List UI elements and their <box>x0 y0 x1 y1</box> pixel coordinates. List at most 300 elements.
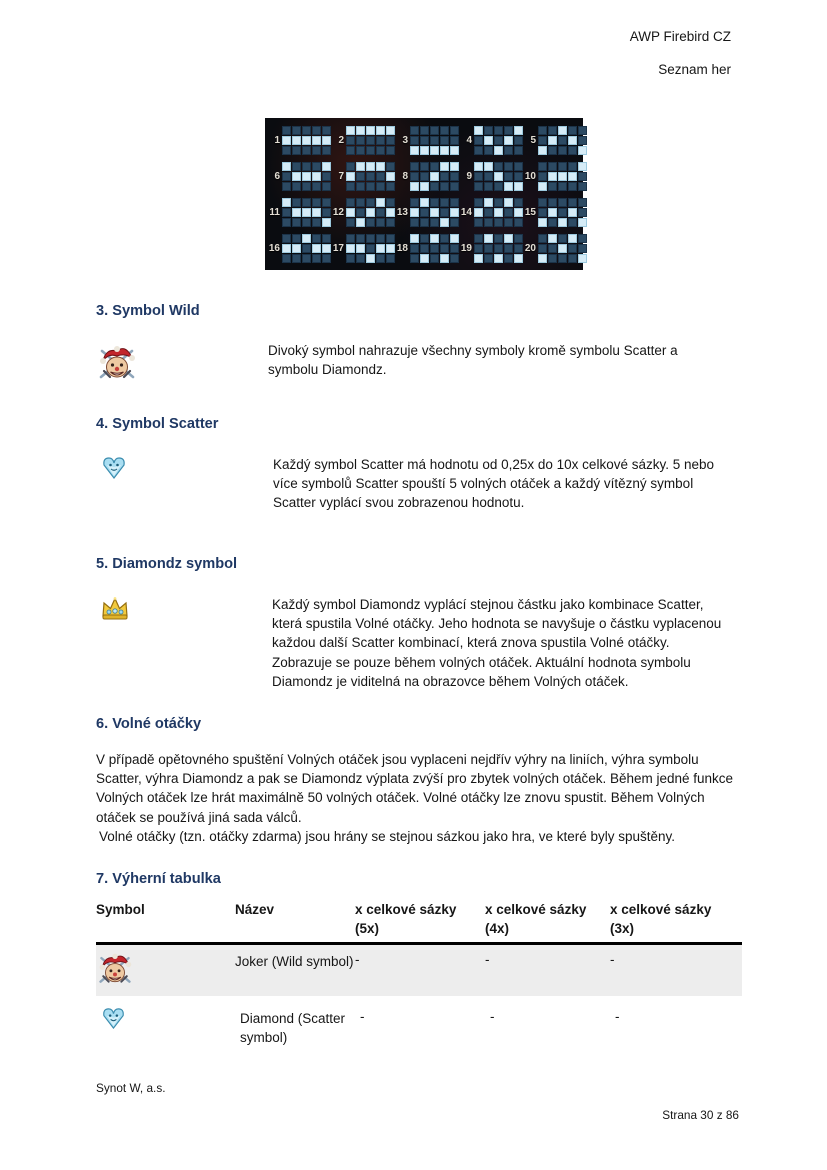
payline-cell-highlight <box>410 234 419 243</box>
payline-cell-highlight <box>504 198 513 207</box>
payline-cell <box>356 208 365 217</box>
payline-cell-highlight <box>312 136 321 145</box>
payline-cell-highlight <box>450 146 459 155</box>
payline-cell <box>430 126 439 135</box>
payline-cell <box>322 172 331 181</box>
payline-cell <box>410 172 419 181</box>
payline-pattern <box>395 162 459 191</box>
payline-cell <box>514 218 523 227</box>
row-name: Diamond (Scatter symbol) <box>240 1011 346 1045</box>
payline-cell <box>504 126 513 135</box>
payline-cell <box>346 162 355 171</box>
payline-cell-highlight <box>450 234 459 243</box>
payline-number: 2 <box>338 134 344 146</box>
payline-cell <box>312 254 321 263</box>
payline-cell-highlight <box>558 126 567 135</box>
payline-cell-highlight <box>292 208 301 217</box>
payline-cell-highlight <box>568 234 577 243</box>
payline-cell-highlight <box>430 146 439 155</box>
col-header-5x: x celkové sázky (5x) <box>355 902 457 936</box>
payline-cell <box>356 234 365 243</box>
payline-cell <box>484 146 493 155</box>
payline-cell-highlight <box>410 182 419 191</box>
scatter-description: Každý symbol Scatter má hodnotu od 0,25x do 10x celkové sázky. 5 nebo více symbolů Scatter spouští 5 volných otáček a každý vítězný symbol Scatter vyplácí svou zobrazenou hodnotu. <box>273 457 715 511</box>
col-header-4x: x celkové sázky (4x) <box>485 902 587 936</box>
payline-cell-highlight <box>440 146 449 155</box>
payline-cell-highlight <box>366 162 375 171</box>
payline-cell <box>302 254 311 263</box>
payline-cell <box>484 126 493 135</box>
payline-grid <box>474 198 523 227</box>
payline-cell <box>346 254 355 263</box>
payline-cell <box>312 234 321 243</box>
payline-cell <box>322 146 331 155</box>
payline-cell <box>410 244 419 253</box>
payline-pattern <box>331 162 395 191</box>
payline-cell <box>538 126 547 135</box>
payline-cell <box>376 182 385 191</box>
payline-cell <box>430 254 439 263</box>
payline-cell-highlight <box>494 146 503 155</box>
payline-cell <box>386 218 395 227</box>
payline-grid <box>538 126 587 155</box>
page-header <box>630 27 731 79</box>
payline-cell <box>356 254 365 263</box>
diamondz-symbol-row <box>96 595 731 691</box>
free-spins-text-2: Volné otáčky (tzn. otáčky zdarma) jsou hrány se stejnou sázkou jako hra, ve které byly spuštěny. <box>99 828 676 844</box>
payline-cell <box>450 244 459 253</box>
payline-number: 6 <box>274 170 280 182</box>
payline-grid <box>410 198 459 227</box>
payline-grid <box>410 126 459 155</box>
payline-cell <box>302 126 311 135</box>
payline-cell <box>322 234 331 243</box>
payline-cell <box>538 172 547 181</box>
payline-cell <box>366 146 375 155</box>
payline-cell <box>440 234 449 243</box>
payline-cell <box>578 172 587 181</box>
payline-cell <box>430 136 439 145</box>
payline-cell <box>410 126 419 135</box>
payline-cell <box>430 182 439 191</box>
section-heading-wild: 3. Symbol Wild <box>96 303 200 319</box>
payline-cell <box>504 254 513 263</box>
payline-cell <box>312 218 321 227</box>
doc-subtitle: Seznam her <box>658 62 731 77</box>
diamond-scatter-icon <box>101 1019 126 1034</box>
payline-cell-highlight <box>548 234 557 243</box>
payline-cell <box>386 254 395 263</box>
payline-cell <box>410 218 419 227</box>
payline-cell <box>420 172 429 181</box>
payline-cell <box>282 172 291 181</box>
payline-cell <box>312 162 321 171</box>
payline-cell-highlight <box>514 208 523 217</box>
payline-cell-highlight <box>504 182 513 191</box>
payline-cell <box>558 208 567 217</box>
payline-cell <box>538 208 547 217</box>
payline-grid <box>538 234 587 263</box>
free-spins-text-1: V případě opětovného spuštění Volných otáček jsou vyplaceni nejdřív výhry na liniích, výhra symbolu Scatter, výhra Diamondz a pak se Diamondz výplata zvýší pro zbytek volných otáček. Během jedné funkce Volných otáček lze hrát maximálně 50 volných otáček. Volné otáčky lze znovu spustit. Během Volných otáček se používá jiná sada válců. <box>96 752 734 825</box>
payline-cell-highlight <box>450 162 459 171</box>
payline-cell <box>568 244 577 253</box>
payline-cell-highlight <box>376 198 385 207</box>
payline-number: 19 <box>460 242 472 254</box>
payline-cell <box>410 254 419 263</box>
payline-cell <box>366 234 375 243</box>
payline-pattern <box>459 198 523 227</box>
payline-cell <box>366 218 375 227</box>
payline-cell <box>420 234 429 243</box>
payline-cell <box>346 234 355 243</box>
payline-cell <box>558 234 567 243</box>
payline-cell <box>578 126 587 135</box>
payline-cell <box>420 218 429 227</box>
payline-cell <box>366 244 375 253</box>
payline-cell-highlight <box>346 244 355 253</box>
payline-cell <box>538 198 547 207</box>
payline-cell-highlight <box>376 126 385 135</box>
payline-pattern <box>459 162 523 191</box>
payline-cell <box>292 234 301 243</box>
payline-cell <box>450 254 459 263</box>
payline-cell <box>514 244 523 253</box>
payline-number: 1 <box>274 134 280 146</box>
payline-cell-highlight <box>386 172 395 181</box>
payline-cell <box>504 162 513 171</box>
payline-cell <box>410 198 419 207</box>
payline-cell <box>494 182 503 191</box>
payline-cell-highlight <box>578 146 587 155</box>
payline-cell <box>484 218 493 227</box>
payline-cell-highlight <box>322 136 331 145</box>
payline-cell <box>548 198 557 207</box>
payline-cell-highlight <box>282 198 291 207</box>
payline-cell-highlight <box>568 136 577 145</box>
payline-cell <box>450 198 459 207</box>
payline-cell <box>548 126 557 135</box>
payline-cell-highlight <box>494 208 503 217</box>
payline-cell <box>494 234 503 243</box>
joker-wild-icon <box>96 977 134 992</box>
payline-cell <box>578 234 587 243</box>
payline-pattern <box>331 234 395 263</box>
payline-cell <box>568 146 577 155</box>
payline-cell-highlight <box>474 162 483 171</box>
payline-cell <box>376 234 385 243</box>
payline-grid <box>346 234 395 263</box>
payline-grid <box>474 126 523 155</box>
payline-cell-highlight <box>504 136 513 145</box>
section-heading-diamondz: 5. Diamondz symbol <box>96 556 238 572</box>
payline-cell <box>558 198 567 207</box>
payline-number: 15 <box>524 206 536 218</box>
payline-cell-highlight <box>346 208 355 217</box>
payline-pattern <box>395 126 459 155</box>
payline-cell <box>386 198 395 207</box>
payline-cell-highlight <box>430 234 439 243</box>
row-value-4x: - <box>485 952 490 967</box>
payline-cell <box>494 162 503 171</box>
payline-cell <box>568 218 577 227</box>
payline-grid <box>346 162 395 191</box>
section-heading-scatter: 4. Symbol Scatter <box>96 416 219 432</box>
payline-cell-highlight <box>420 182 429 191</box>
payline-cell-highlight <box>484 162 493 171</box>
payline-cell <box>346 218 355 227</box>
payline-cell-highlight <box>366 254 375 263</box>
payline-cell-highlight <box>410 208 419 217</box>
payline-cell-highlight <box>514 182 523 191</box>
payline-cell-highlight <box>410 146 419 155</box>
payline-cell <box>312 182 321 191</box>
payline-cell <box>356 182 365 191</box>
payline-cell <box>302 218 311 227</box>
payline-cell <box>420 126 429 135</box>
payline-cell <box>474 198 483 207</box>
table-row-diamond <box>96 1002 742 1051</box>
payline-cell <box>474 172 483 181</box>
payline-cell <box>420 162 429 171</box>
row-value-3x: - <box>615 1009 620 1024</box>
payline-cell <box>548 182 557 191</box>
payline-cell <box>504 172 513 181</box>
payline-cell <box>292 218 301 227</box>
payline-cell-highlight <box>578 162 587 171</box>
payline-cell <box>386 182 395 191</box>
payline-cell <box>440 198 449 207</box>
payline-cell <box>376 136 385 145</box>
payline-cell <box>494 126 503 135</box>
payline-cell <box>366 136 375 145</box>
payline-cell <box>322 254 331 263</box>
payline-cell <box>420 244 429 253</box>
payline-cell <box>450 136 459 145</box>
payline-cell-highlight <box>302 208 311 217</box>
payline-cell-highlight <box>322 162 331 171</box>
payline-cell-highlight <box>302 136 311 145</box>
payline-cell-highlight <box>346 172 355 181</box>
col-header-name: Název <box>235 902 275 917</box>
payline-cell <box>474 182 483 191</box>
payline-cell <box>514 234 523 243</box>
section-heading-payout-table: 7. Výherní tabulka <box>96 871 221 887</box>
payline-cell-highlight <box>386 244 395 253</box>
payline-cell-highlight <box>558 218 567 227</box>
payline-grid <box>410 234 459 263</box>
payline-cell <box>430 162 439 171</box>
payline-cell-highlight <box>386 208 395 217</box>
payline-number: 17 <box>332 242 344 254</box>
doc-title: AWP Firebird CZ <box>629 29 731 44</box>
payline-cell <box>430 218 439 227</box>
payline-cell-highlight <box>548 136 557 145</box>
payline-cell-highlight <box>356 218 365 227</box>
payline-cell-highlight <box>302 234 311 243</box>
payline-cell <box>322 182 331 191</box>
payline-cell <box>282 146 291 155</box>
payline-cell <box>440 244 449 253</box>
payline-cell-highlight <box>440 254 449 263</box>
free-spins-paragraph <box>96 750 738 846</box>
payline-number: 18 <box>396 242 408 254</box>
payline-cell-highlight <box>578 254 587 263</box>
payline-number: 9 <box>466 170 472 182</box>
payline-cell-highlight <box>504 234 513 243</box>
payline-cell <box>386 146 395 155</box>
payline-cell <box>450 218 459 227</box>
payline-cell-highlight <box>312 244 321 253</box>
payline-cell <box>514 172 523 181</box>
payline-cell <box>346 198 355 207</box>
payline-cell <box>376 172 385 181</box>
payline-pattern <box>395 198 459 227</box>
payline-pattern <box>267 198 331 227</box>
payline-cell <box>346 136 355 145</box>
payline-grid <box>538 198 587 227</box>
payline-cell-highlight <box>440 162 449 171</box>
payline-pattern <box>395 234 459 263</box>
payline-cell <box>484 172 493 181</box>
payline-cell <box>504 218 513 227</box>
payline-grid <box>282 234 331 263</box>
payline-number: 4 <box>466 134 472 146</box>
payline-cell <box>548 162 557 171</box>
payline-cell-highlight <box>548 172 557 181</box>
payline-cell <box>440 126 449 135</box>
payline-cell-highlight <box>484 136 493 145</box>
payline-cell-highlight <box>484 198 493 207</box>
payline-cell <box>356 136 365 145</box>
payline-cell <box>386 136 395 145</box>
payline-cell <box>558 146 567 155</box>
payline-pattern <box>267 126 331 155</box>
diamondz-description: Každý symbol Diamondz vyplácí stejnou částku jako kombinace Scatter, která spustila Volné otáčky. Jeho hodnota se navyšuje o částku vyplacenou každou další Scatter kombinací, která znova spustila Volné otáčky. Zobrazuje se pouze během volných otáček. Aktuální hodnota symbolu Diamondz je viditelná na obrazovce během Volných otáček. <box>272 597 722 689</box>
payline-cell-highlight <box>538 218 547 227</box>
payline-pattern <box>331 126 395 155</box>
payline-cell-highlight <box>366 208 375 217</box>
payline-pattern <box>523 126 587 155</box>
payline-cell-highlight <box>282 136 291 145</box>
diamond-scatter-icon <box>101 468 127 485</box>
payline-cell <box>474 244 483 253</box>
payline-cell <box>558 162 567 171</box>
row-value-5x: - <box>355 952 360 967</box>
payline-cell <box>494 218 503 227</box>
payline-cell <box>578 244 587 253</box>
payline-pattern <box>523 234 587 263</box>
payline-number: 20 <box>524 242 536 254</box>
payline-number: 10 <box>524 170 536 182</box>
payline-cell-highlight <box>494 172 503 181</box>
payline-cell <box>514 162 523 171</box>
payline-cell <box>568 126 577 135</box>
payline-cell <box>504 146 513 155</box>
payline-cell <box>440 208 449 217</box>
payline-cell-highlight <box>346 126 355 135</box>
payline-cell <box>440 182 449 191</box>
col-header-symbol: Symbol <box>96 902 145 917</box>
payline-cell-highlight <box>356 126 365 135</box>
payline-cell <box>538 234 547 243</box>
payline-cell-highlight <box>430 208 439 217</box>
payline-grid <box>346 198 395 227</box>
payline-cell-highlight <box>450 208 459 217</box>
payline-cell <box>356 172 365 181</box>
payline-cell <box>386 234 395 243</box>
payline-number: 16 <box>268 242 280 254</box>
payline-cell <box>494 244 503 253</box>
payline-cell-highlight <box>386 126 395 135</box>
wild-description: Divoký symbol nahrazuje všechny symboly kromě symbolu Scatter a symbolu Diamondz. <box>268 343 678 378</box>
payline-cell <box>322 126 331 135</box>
row-value-4x: - <box>490 1009 495 1024</box>
payline-number: 8 <box>402 170 408 182</box>
payline-cell-highlight <box>356 162 365 171</box>
payline-cell <box>514 198 523 207</box>
payline-cell <box>366 198 375 207</box>
payline-cell <box>346 146 355 155</box>
payline-cell <box>292 146 301 155</box>
payline-cell <box>538 162 547 171</box>
payline-cell <box>312 146 321 155</box>
payline-cell <box>356 146 365 155</box>
payline-cell-highlight <box>420 254 429 263</box>
payline-cell-highlight <box>282 244 291 253</box>
footer-company: Synot W, a.s. <box>96 1081 166 1095</box>
payline-cell <box>312 126 321 135</box>
payline-cell <box>440 172 449 181</box>
payline-cell <box>514 146 523 155</box>
payline-cell <box>474 218 483 227</box>
payline-cell-highlight <box>568 172 577 181</box>
payline-cell <box>504 208 513 217</box>
payline-pattern <box>331 198 395 227</box>
payline-cell <box>474 136 483 145</box>
payline-cell <box>504 244 513 253</box>
payline-cell <box>292 254 301 263</box>
wild-symbol-row <box>96 341 731 390</box>
payline-cell-highlight <box>548 208 557 217</box>
payline-cell <box>282 182 291 191</box>
payline-cell <box>302 244 311 253</box>
payline-cell-highlight <box>538 254 547 263</box>
payline-cell-highlight <box>292 244 301 253</box>
payline-cell <box>450 126 459 135</box>
payline-number: 3 <box>402 134 408 146</box>
payline-cell-highlight <box>558 172 567 181</box>
payline-cell <box>578 198 587 207</box>
payline-cell <box>558 182 567 191</box>
payline-cell-highlight <box>474 208 483 217</box>
payline-cell <box>386 162 395 171</box>
payline-cell-highlight <box>312 172 321 181</box>
payout-table <box>96 900 742 1051</box>
table-row-joker <box>96 945 742 996</box>
payline-cell <box>578 208 587 217</box>
paylines-image <box>265 118 583 270</box>
payline-cell-highlight <box>440 218 449 227</box>
payline-grid <box>282 198 331 227</box>
payline-number: 12 <box>332 206 344 218</box>
payline-cell <box>292 198 301 207</box>
payline-cell <box>568 198 577 207</box>
payline-number: 13 <box>396 206 408 218</box>
row-value-5x: - <box>360 1009 365 1024</box>
col-header-3x: x celkové sázky (3x) <box>610 902 712 936</box>
payline-cell <box>484 244 493 253</box>
payline-pattern <box>459 126 523 155</box>
